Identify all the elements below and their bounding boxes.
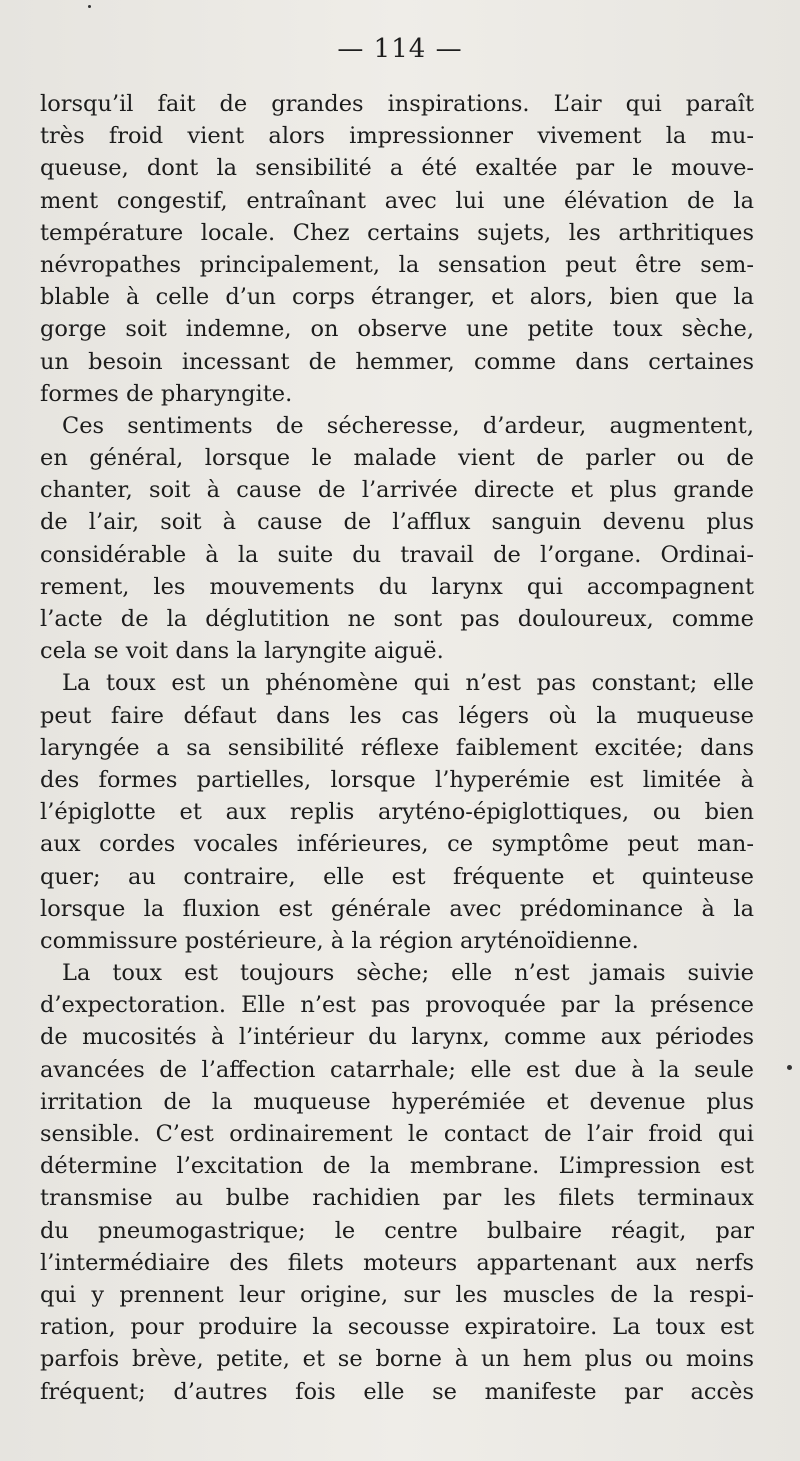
text-line: de l’air, soit à cause de l’afflux sanguin devenu plus (40, 509, 754, 536)
text-line: qui y prennent leur origine, sur les muscles de la respi- (40, 1281, 754, 1308)
text-line: l’épiglotte et aux replis aryténo-épiglottiques, ou bien (40, 799, 754, 826)
text-line: d’expectoration. Elle n’est pas provoquée par la présence (40, 992, 754, 1019)
text-line: aux cordes vocales inférieures, ce symptôme peut man- (40, 831, 754, 858)
text-line: détermine l’excitation de la membrane. L’impression est (40, 1153, 754, 1180)
text-line: transmise au bulbe rachidien par les filets terminaux (40, 1185, 754, 1212)
text-line: ration, pour produire la secousse expiratoire. La toux est (40, 1314, 754, 1341)
text-line: queuse, dont la sensibilité a été exaltée par le mouve- (40, 155, 754, 182)
text-line: blable à celle d’un corps étranger, et alors, bien que la (40, 284, 754, 311)
text-line: Ces sentiments de sécheresse, d’ardeur, augmentent, (62, 412, 754, 439)
text-line: rement, les mouvements du larynx qui accompagnent (40, 573, 754, 600)
text-line: ment congestif, entraînant avec lui une élévation de la (40, 187, 754, 214)
text-line: chanter, soit à cause de l’arrivée directe et plus grande (40, 477, 754, 504)
text-line: des formes partielles, lorsque l’hyperémie est limitée à (40, 766, 754, 793)
text-line: peut faire défaut dans les cas légers où la muqueuse (40, 702, 754, 729)
text-line: gorge soit indemne, on observe une petite toux sèche, (40, 316, 754, 343)
text-line: laryngée a sa sensibilité réflexe faiblement excitée; dans (40, 734, 754, 761)
text-line: de mucosités à l’intérieur du larynx, comme aux périodes (40, 1024, 754, 1051)
text-line: température locale. Chez certains sujets, les arthritiques (40, 219, 754, 246)
text-line: La toux est toujours sèche; elle n’est jamais suivie (62, 960, 754, 987)
ink-speck (88, 5, 91, 8)
text-line: cela se voit dans la laryngite aiguë. (40, 638, 444, 665)
text-line: névropathes principalement, la sensation peut être sem- (40, 251, 754, 278)
text-line: irritation de la muqueuse hyperémiée et devenue plus (40, 1088, 754, 1115)
text-line: un besoin incessant de hemmer, comme dans certaines (40, 348, 754, 375)
text-line: quer; au contraire, elle est fréquente et quinteuse (40, 863, 754, 890)
text-line: avancées de l’affection catarrhale; elle est due à la seule (40, 1056, 754, 1083)
text-line: l’intermédiaire des filets moteurs appartenant aux nerfs (40, 1249, 754, 1276)
text-line: du pneumogastrique; le centre bulbaire réagit, par (40, 1217, 754, 1244)
text-line: l’acte de la déglutition ne sont pas douloureux, comme (40, 606, 754, 632)
page-number: — 114 — (337, 34, 463, 64)
text-line: commissure postérieure, à la région aryténoïdienne. (40, 927, 639, 954)
text-line: lorsque la fluxion est générale avec prédominance à la (40, 895, 754, 922)
text-line: considérable à la suite du travail de l’organe. Ordinai- (40, 541, 754, 568)
text-line: lorsqu’il fait de grandes inspirations. L’air qui paraît (40, 91, 754, 117)
ink-speck (787, 1065, 792, 1070)
text-line: sensible. C’est ordinairement le contact de l’air froid qui (40, 1121, 754, 1147)
text-line: parfois brève, petite, et se borne à un hem plus ou moins (40, 1346, 754, 1373)
text-line: formes de pharyngite. (40, 380, 293, 407)
text-line: La toux est un phénomène qui n’est pas constant; elle (62, 670, 754, 697)
body-text (40, 88, 754, 1408)
text-line: très froid vient alors impressionner vivement la mu- (40, 123, 754, 150)
text-line: en général, lorsque le malade vient de parler ou de (40, 445, 754, 472)
text-line: fréquent; d’autres fois elle se manifeste par accès (40, 1378, 754, 1405)
